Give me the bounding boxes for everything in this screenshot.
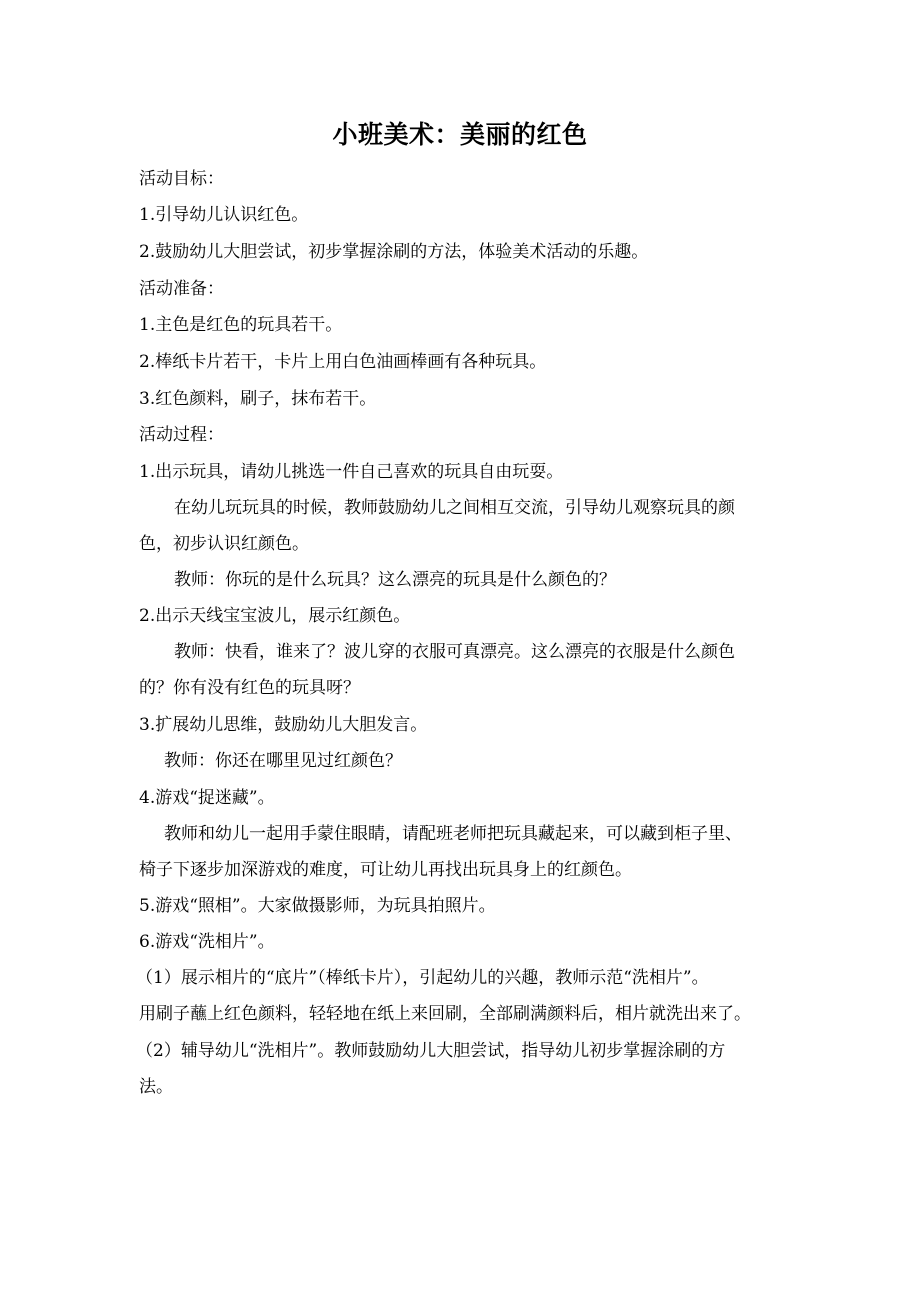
section-heading-preparation: 活动准备： xyxy=(139,279,224,299)
paragraph-line: 椅子下逐步加深游戏的难度，可让幼儿再找出玩具身上的红颜色。 xyxy=(139,860,632,880)
sub-step-2: （2）辅导幼儿“洗相片”。教师鼓励幼儿大胆尝试，指导幼儿初步掌握涂刷的方 xyxy=(136,1041,726,1061)
preparation-item-1: 1.主色是红色的玩具若干。 xyxy=(139,315,343,335)
paragraph-line: 的？你有没有红色的玩具呀？ xyxy=(139,678,360,698)
page-title: 小班美术：美丽的红色 xyxy=(332,120,588,149)
teacher-quote: 教师：你还在哪里见过红颜色？ xyxy=(164,751,402,771)
sub-step-1: （1）展示相片的“底片”（棒纸卡片），引起幼儿的兴趣，教师示范“洗相片”。 xyxy=(136,968,709,988)
teacher-quote: 教师：快看，谁来了？波儿穿的衣服可真漂亮。这么漂亮的衣服是什么颜色 xyxy=(174,642,735,662)
process-step-6: 6.游戏“洗相片”。 xyxy=(139,932,275,952)
goal-item-2: 2.鼓励幼儿大胆尝试，初步掌握涂刷的方法，体验美术活动的乐趣。 xyxy=(139,242,649,262)
paragraph-line: 在幼儿玩玩具的时候，教师鼓励幼儿之间相互交流，引导幼儿观察玩具的颜 xyxy=(174,498,735,518)
goal-item-1: 1.引导幼儿认识红色。 xyxy=(139,205,309,225)
section-heading-process: 活动过程： xyxy=(139,425,224,445)
paragraph-line: 用刷子蘸上红色颜料，轻轻地在纸上来回刷，全部刷满颜料后，相片就洗出来了。 xyxy=(139,1004,751,1024)
preparation-item-2: 2.棒纸卡片若干，卡片上用白色油画棒画有各种玩具。 xyxy=(139,352,547,372)
process-step-3: 3.扩展幼儿思维，鼓励幼儿大胆发言。 xyxy=(139,715,428,735)
paragraph-line: 教师和幼儿一起用手蒙住眼睛，请配班老师把玩具藏起来，可以藏到柜子里、 xyxy=(164,824,742,844)
section-heading-goals: 活动目标： xyxy=(139,169,224,189)
paragraph-line: 色，初步认识红颜色。 xyxy=(139,534,309,554)
process-step-5: 5.游戏“照相”。大家做摄影师，为玩具拍照片。 xyxy=(139,896,496,916)
process-step-2: 2.出示天线宝宝波儿，展示红颜色。 xyxy=(139,606,411,626)
teacher-quote: 教师：你玩的是什么玩具？这么漂亮的玩具是什么颜色的？ xyxy=(174,570,616,590)
process-step-1: 1.出示玩具，请幼儿挑选一件自己喜欢的玩具自由玩耍。 xyxy=(139,462,564,482)
preparation-item-3: 3.红色颜料，刷子，抹布若干。 xyxy=(139,389,377,409)
process-step-4: 4.游戏“捉迷藏”。 xyxy=(139,788,275,808)
paragraph-line: 法。 xyxy=(139,1077,173,1097)
